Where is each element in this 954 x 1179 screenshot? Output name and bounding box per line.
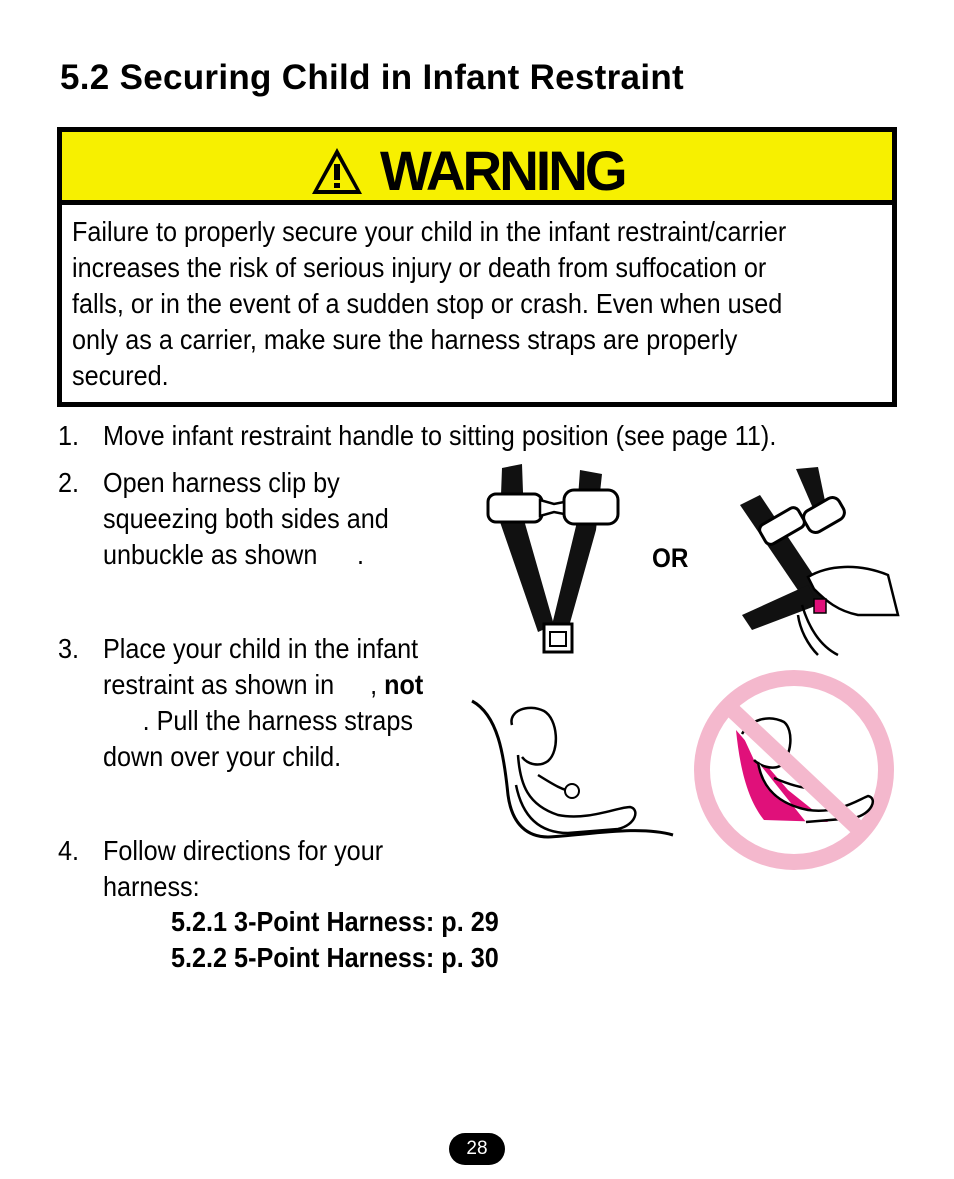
warning-box bbox=[57, 127, 897, 407]
step-text bbox=[103, 833, 383, 905]
step-number: 2. bbox=[58, 467, 80, 498]
step-line bbox=[103, 667, 423, 703]
step-line: harness: bbox=[103, 871, 200, 902]
warning-line: secured. bbox=[72, 360, 169, 391]
or-label: OR bbox=[652, 543, 689, 573]
step-line: down over your child. bbox=[103, 741, 342, 772]
step-number: 1. bbox=[58, 420, 80, 451]
step-4 bbox=[58, 833, 418, 913]
step-2 bbox=[58, 465, 418, 585]
step-text bbox=[103, 631, 423, 775]
hands-squeezing-clip-illustration bbox=[738, 465, 903, 660]
warning-line: Failure to properly secure your child in the infant restraint/carrier bbox=[72, 216, 787, 247]
harness-clip-open-illustration bbox=[480, 460, 630, 660]
child-correct-position-illustration bbox=[468, 695, 678, 850]
step-line: Place your child in the infant bbox=[103, 633, 419, 664]
step-text bbox=[103, 465, 389, 573]
warning-text bbox=[72, 214, 810, 394]
warning-line: increases the risk of serious injury or death from suffocation or bbox=[72, 252, 767, 283]
sub-item-5-point: 5.2.2 5-Point Harness: p. 30 bbox=[171, 942, 499, 973]
step-number: 3. bbox=[58, 633, 80, 664]
step-line bbox=[103, 537, 389, 573]
step-line: Open harness clip by bbox=[103, 467, 340, 498]
step-line-text: . bbox=[356, 539, 364, 570]
page-heading: 5.2 Securing Child in Infant Restraint bbox=[60, 58, 684, 97]
warning-banner bbox=[62, 132, 892, 205]
step-line-text: restraint as shown in bbox=[103, 669, 335, 700]
step-line: . Pull the harness straps bbox=[142, 705, 413, 736]
step-line-text: , bbox=[370, 669, 378, 700]
warning-triangle-icon bbox=[310, 146, 364, 196]
warning-line: only as a carrier, make sure the harness straps are properly bbox=[72, 324, 738, 355]
emphasis-not: not bbox=[384, 669, 424, 700]
step-text: Move infant restraint handle to sitting position (see page 11). bbox=[103, 420, 777, 451]
step-number: 4. bbox=[58, 835, 80, 866]
child-incorrect-position-illustration bbox=[688, 670, 900, 870]
step-3 bbox=[58, 631, 424, 781]
sub-item-3-point: 5.2.1 3-Point Harness: p. 29 bbox=[171, 906, 499, 937]
step-line: Follow directions for your bbox=[103, 835, 384, 866]
step-line-text: unbuckle as shown bbox=[103, 539, 318, 570]
step-1 bbox=[58, 418, 796, 458]
page-number-badge: 28 bbox=[449, 1133, 505, 1165]
warning-line: falls, or in the event of a sudden stop or crash. Even when used bbox=[72, 288, 783, 319]
step-line: squeezing both sides and bbox=[103, 503, 389, 534]
warning-title: WARNING bbox=[380, 139, 625, 202]
